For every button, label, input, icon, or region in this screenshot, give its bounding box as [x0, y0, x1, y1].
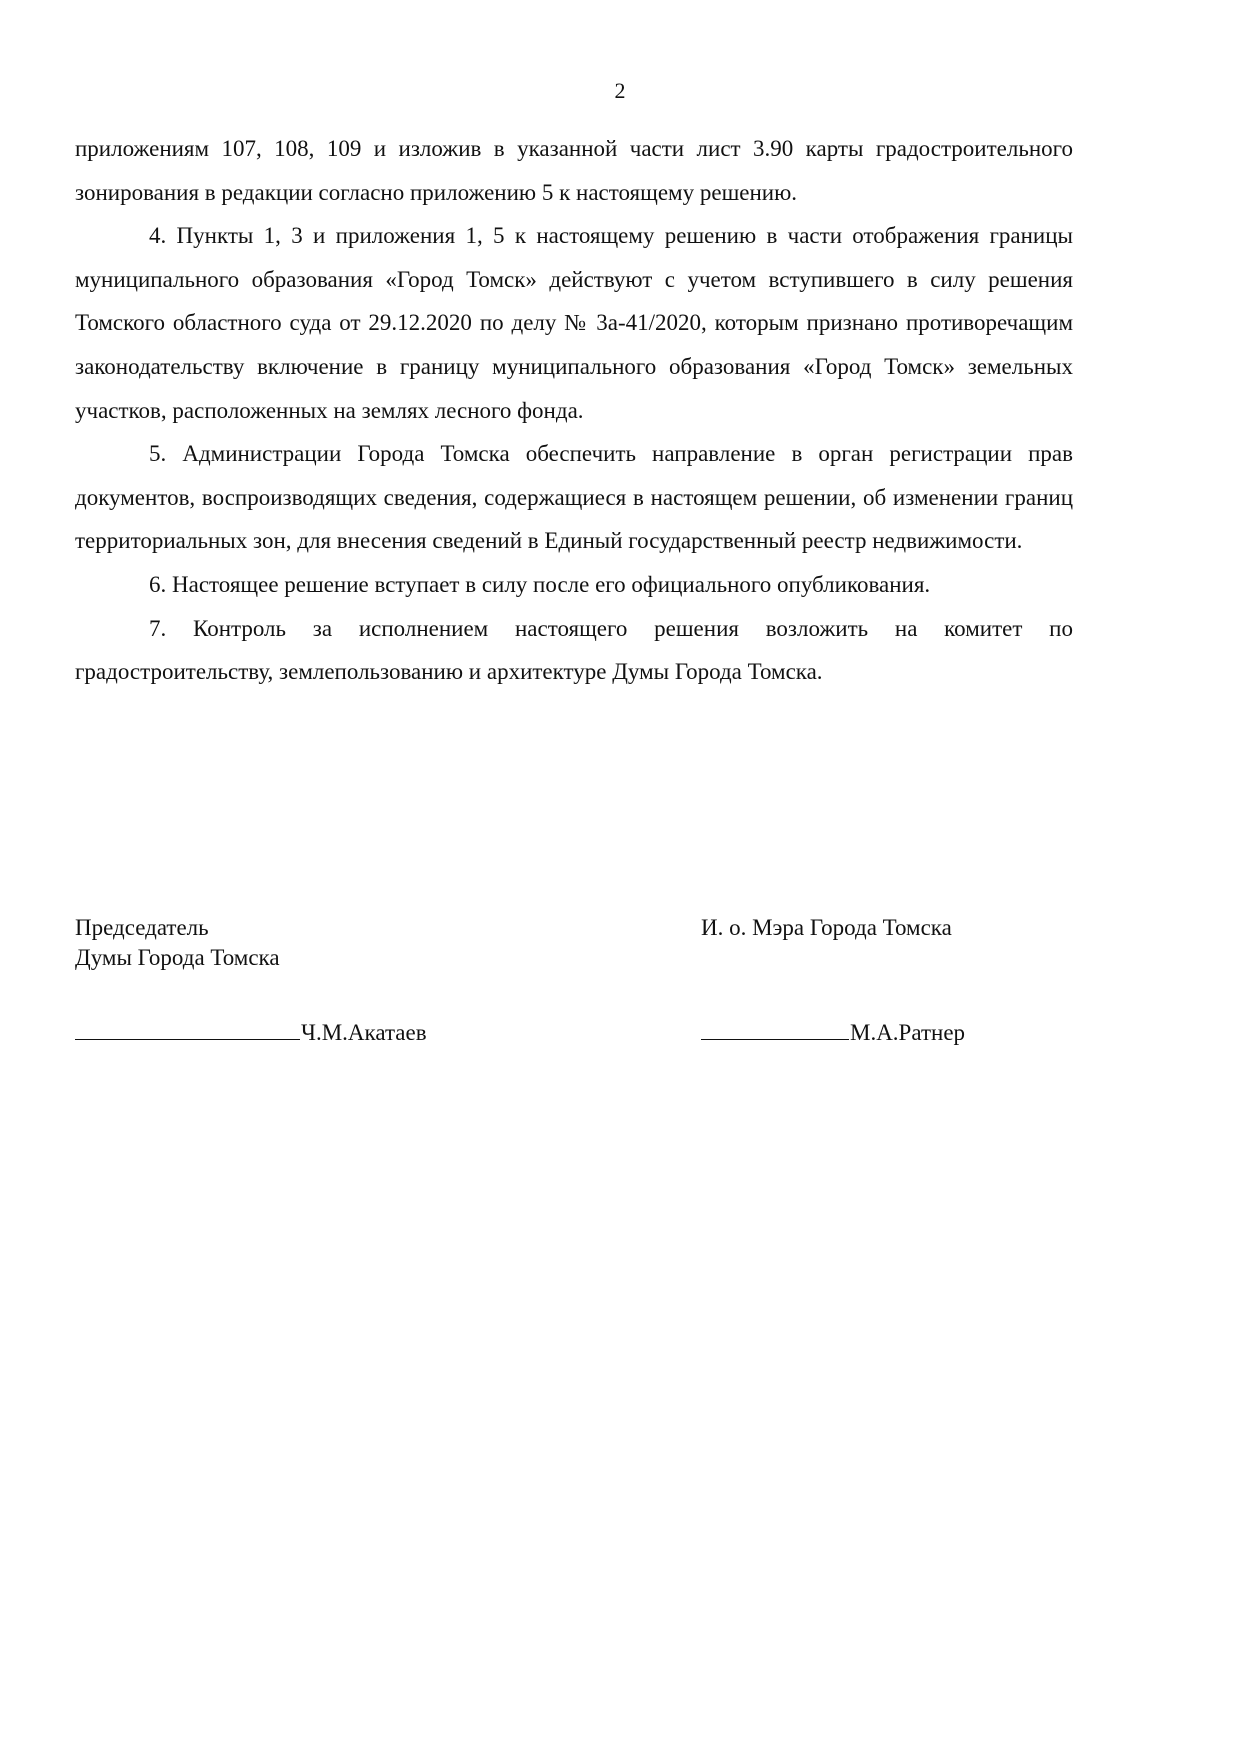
signatory-right-name: М.А.Ратнер: [850, 1020, 966, 1045]
signatory-right-title-line1: И. о. Мэра Города Томска: [701, 915, 952, 940]
signatory-left-title: [75, 913, 280, 973]
signature-blank-left: [75, 1018, 300, 1040]
signatory-left-name: Ч.М.Акатаев: [301, 1020, 427, 1045]
paragraph-item-7: 7. Контроль за исполнением настоящего решения возложить на комитет по градостроительству, землепользованию и архитектуре Думы Города Томска.: [75, 615, 1073, 685]
signature-blank-right: [701, 1018, 849, 1040]
signature-line-right: [701, 1018, 965, 1048]
paragraph-item-4: 4. Пункты 1, 3 и приложения 1, 5 к настоящему решению в части отображения границы муниципального образования «Город Томск» действуют с учетом вступившего в силу решения Томского областного суда от 29.12.2020 по делу № 3а-41/2020, которым признано противоречащим законодательству включение в границу муниципального образования «Город Томск» земельных участков, расположенных на землях лесного фонда.: [75, 223, 1073, 423]
paragraph-continuation: приложениям 107, 108, 109 и изложив в указанной части лист 3.90 карты градостроительного зонирования в редакции согласно приложению 5 к настоящему решению.: [75, 136, 1073, 205]
document-body: [75, 127, 1073, 694]
paragraph-item-5: 5. Администрации Города Томска обеспечить направление в орган регистрации прав документов, воспроизводящих сведения, содержащиеся в настоящем решении, об изменении границ территориальных зон, для внесения сведений в Единый государственный реестр недвижимости.: [75, 441, 1073, 554]
signatory-right-title: [701, 913, 952, 943]
signature-line-left: [75, 1018, 427, 1048]
page-number: 2: [614, 78, 626, 103]
paragraph-item-6: 6. Настоящее решение вступает в силу после его официального опубликования.: [149, 571, 931, 597]
signatory-left-title-line1: Председатель: [75, 915, 209, 940]
signatory-left-title-line2: Думы Города Томска: [75, 945, 280, 970]
